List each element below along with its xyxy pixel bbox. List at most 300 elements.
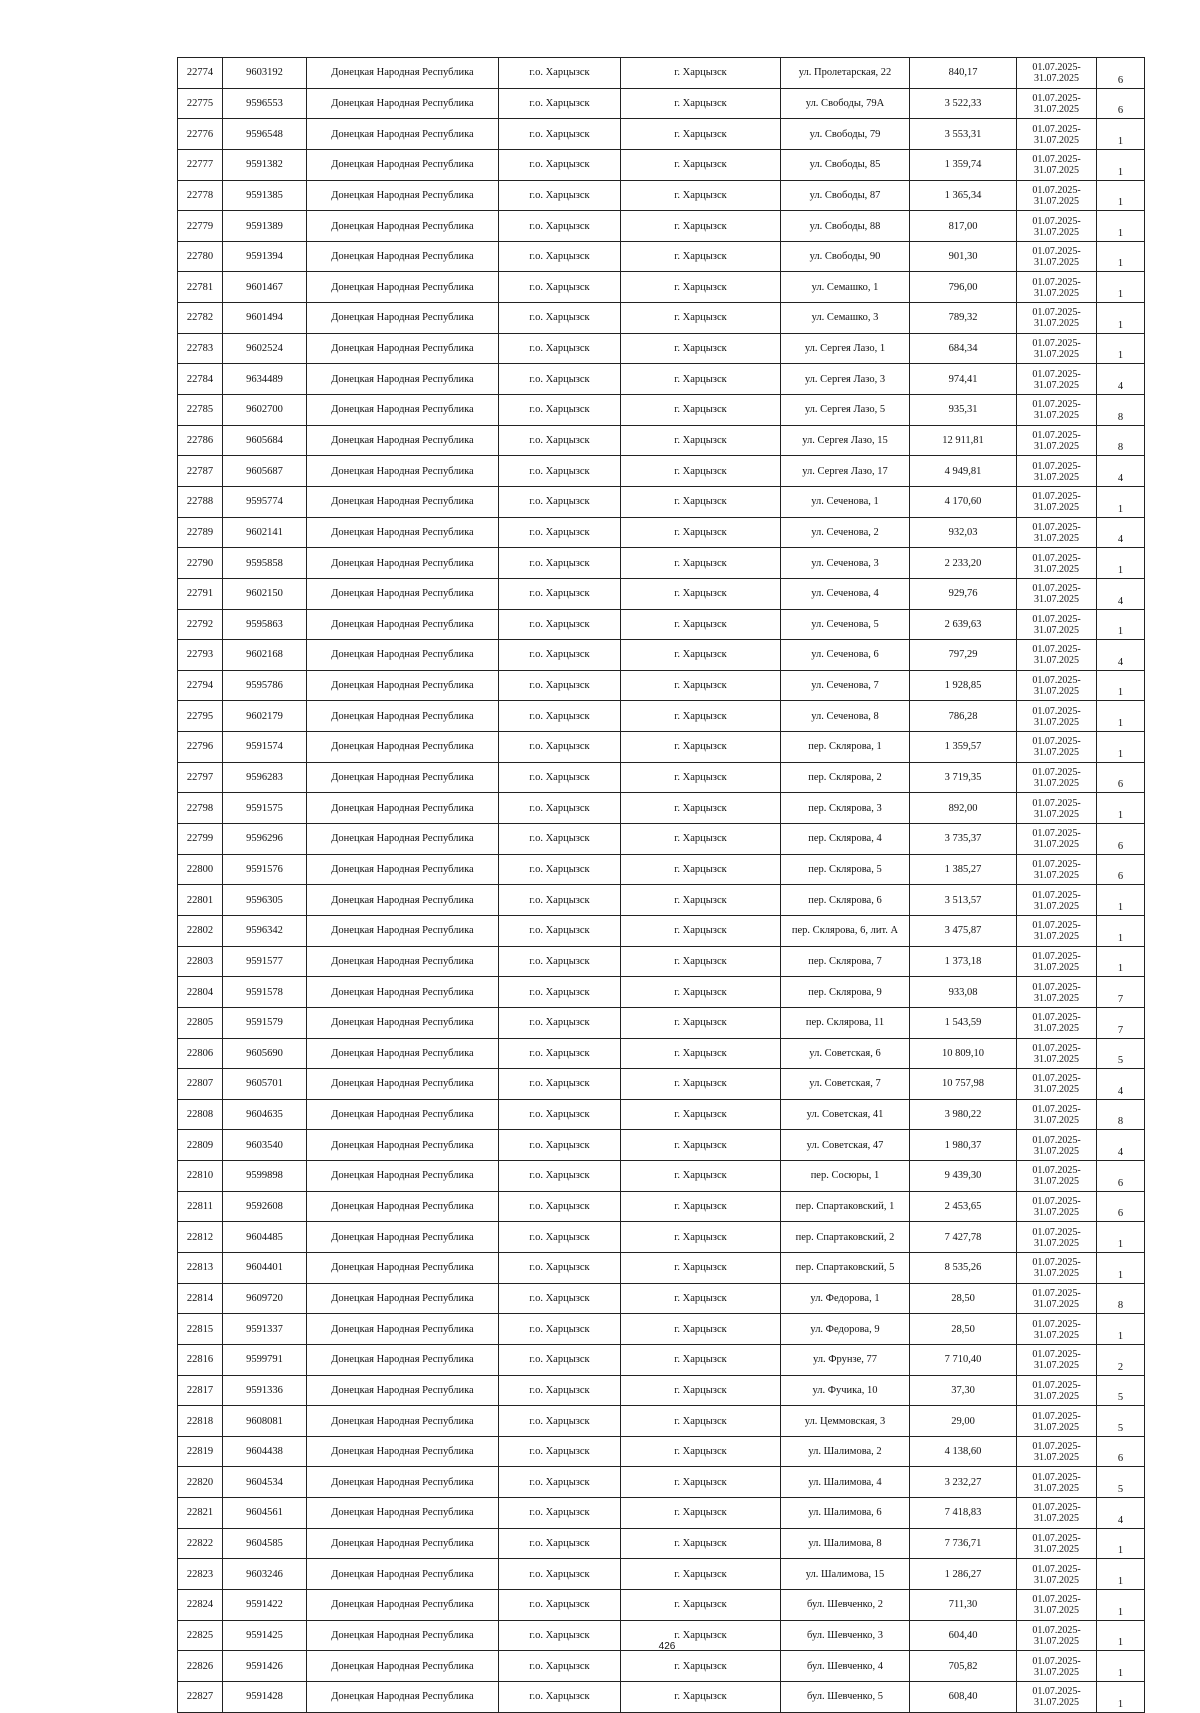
value-cell: 1 385,27 bbox=[910, 854, 1017, 885]
period-start: 01.07.2025- bbox=[1032, 276, 1081, 288]
region-cell: Донецкая Народная Республика bbox=[307, 977, 499, 1008]
address-cell: пер. Склярова, 9 bbox=[781, 977, 910, 1008]
period-start: 01.07.2025- bbox=[1032, 1012, 1081, 1024]
record-number-cell: 22789 bbox=[178, 517, 223, 548]
record-number-cell: 22815 bbox=[178, 1314, 223, 1345]
settlement-cell: г. Харцызск bbox=[621, 946, 781, 977]
period-cell bbox=[1017, 670, 1097, 701]
value-cell: 28,50 bbox=[910, 1314, 1017, 1345]
table-row bbox=[178, 1130, 1145, 1161]
period-end: 31.07.2025 bbox=[1034, 103, 1079, 115]
address-cell: ул. Свободы, 88 bbox=[781, 211, 910, 242]
record-number-cell: 22821 bbox=[178, 1498, 223, 1529]
table-row bbox=[178, 1344, 1145, 1375]
period-start: 01.07.2025- bbox=[1032, 613, 1081, 625]
record-number-cell: 22818 bbox=[178, 1406, 223, 1437]
table-row bbox=[178, 793, 1145, 824]
period-end: 31.07.2025 bbox=[1034, 1482, 1079, 1494]
count-cell: 1 bbox=[1097, 149, 1145, 180]
value-cell: 1 359,57 bbox=[910, 732, 1017, 763]
region-cell: Донецкая Народная Республика bbox=[307, 854, 499, 885]
value-cell: 3 719,35 bbox=[910, 762, 1017, 793]
record-number-cell: 22780 bbox=[178, 241, 223, 272]
period-end: 31.07.2025 bbox=[1034, 869, 1079, 881]
period-cell bbox=[1017, 425, 1097, 456]
settlement-cell: г. Харцызск bbox=[621, 1191, 781, 1222]
period-cell bbox=[1017, 977, 1097, 1008]
period-end: 31.07.2025 bbox=[1034, 1544, 1079, 1556]
period-start: 01.07.2025- bbox=[1032, 767, 1081, 779]
address-cell: ул. Советская, 41 bbox=[781, 1099, 910, 1130]
address-cell: ул. Пролетарская, 22 bbox=[781, 58, 910, 89]
address-cell: пер. Склярова, 6, лит. А bbox=[781, 915, 910, 946]
record-number-cell: 22801 bbox=[178, 885, 223, 916]
table-row bbox=[178, 885, 1145, 916]
period-end: 31.07.2025 bbox=[1034, 624, 1079, 636]
period-end: 31.07.2025 bbox=[1034, 900, 1079, 912]
record-number-cell: 22791 bbox=[178, 578, 223, 609]
period-start: 01.07.2025- bbox=[1032, 1441, 1081, 1453]
municipal-district-cell: г.о. Харцызск bbox=[499, 1620, 621, 1651]
period-start: 01.07.2025- bbox=[1032, 1563, 1081, 1575]
count-cell: 1 bbox=[1097, 180, 1145, 211]
region-cell: Донецкая Народная Республика bbox=[307, 364, 499, 395]
municipal-district-cell: г.о. Харцызск bbox=[499, 1161, 621, 1192]
value-cell: 2 453,65 bbox=[910, 1191, 1017, 1222]
settlement-cell: г. Харцызск bbox=[621, 977, 781, 1008]
record-number-cell: 22775 bbox=[178, 88, 223, 119]
period-start: 01.07.2025- bbox=[1032, 491, 1081, 503]
period-end: 31.07.2025 bbox=[1034, 1452, 1079, 1464]
table-row bbox=[178, 88, 1145, 119]
period-start: 01.07.2025- bbox=[1032, 1134, 1081, 1146]
count-cell: 1 bbox=[1097, 915, 1145, 946]
settlement-cell: г. Харцызск bbox=[621, 915, 781, 946]
municipal-district-cell: г.о. Харцызск bbox=[499, 211, 621, 242]
table-row bbox=[178, 58, 1145, 89]
period-start: 01.07.2025- bbox=[1032, 430, 1081, 441]
table-row bbox=[178, 854, 1145, 885]
municipal-district-cell: г.о. Харцызск bbox=[499, 1130, 621, 1161]
count-cell: 1 bbox=[1097, 732, 1145, 763]
period-end: 31.07.2025 bbox=[1034, 134, 1079, 146]
address-cell: ул. Сеченова, 1 bbox=[781, 486, 910, 517]
settlement-cell: г. Харцызск bbox=[621, 1681, 781, 1712]
municipal-district-cell: г.о. Харцызск bbox=[499, 578, 621, 609]
region-cell: Донецкая Народная Республика bbox=[307, 1161, 499, 1192]
period-cell bbox=[1017, 333, 1097, 364]
address-cell: пер. Склярова, 5 bbox=[781, 854, 910, 885]
cadastral-id-cell: 9595786 bbox=[223, 670, 307, 701]
address-cell: ул. Семашко, 1 bbox=[781, 272, 910, 303]
value-cell: 1 359,74 bbox=[910, 149, 1017, 180]
region-cell: Донецкая Народная Республика bbox=[307, 1436, 499, 1467]
settlement-cell: г. Харцызск bbox=[621, 1099, 781, 1130]
cadastral-id-cell: 9603540 bbox=[223, 1130, 307, 1161]
record-number-cell: 22807 bbox=[178, 1069, 223, 1100]
value-cell: 817,00 bbox=[910, 211, 1017, 242]
period-start: 01.07.2025- bbox=[1032, 583, 1081, 595]
period-cell bbox=[1017, 732, 1097, 763]
period-start: 01.07.2025- bbox=[1032, 858, 1081, 870]
cadastral-id-cell: 9591337 bbox=[223, 1314, 307, 1345]
count-cell: 6 bbox=[1097, 1191, 1145, 1222]
period-cell bbox=[1017, 578, 1097, 609]
address-cell: ул. Шалимова, 15 bbox=[781, 1559, 910, 1590]
period-end: 31.07.2025 bbox=[1034, 961, 1079, 973]
address-cell: ул. Сеченова, 7 bbox=[781, 670, 910, 701]
municipal-district-cell: г.о. Харцызск bbox=[499, 486, 621, 517]
municipal-district-cell: г.о. Харцызск bbox=[499, 701, 621, 732]
settlement-cell: г. Харцызск bbox=[621, 333, 781, 364]
count-cell: 6 bbox=[1097, 762, 1145, 793]
municipal-district-cell: г.о. Харцызск bbox=[499, 517, 621, 548]
period-start: 01.07.2025- bbox=[1032, 828, 1081, 840]
period-cell bbox=[1017, 1252, 1097, 1283]
count-cell: 1 bbox=[1097, 1620, 1145, 1651]
municipal-district-cell: г.о. Харцызск bbox=[499, 977, 621, 1008]
cadastral-id-cell: 9596296 bbox=[223, 824, 307, 855]
period-start: 01.07.2025- bbox=[1032, 1042, 1081, 1054]
region-cell: Донецкая Народная Республика bbox=[307, 425, 499, 456]
cadastral-id-cell: 9604561 bbox=[223, 1498, 307, 1529]
table-row bbox=[178, 977, 1145, 1008]
value-cell: 3 513,57 bbox=[910, 885, 1017, 916]
record-number-cell: 22779 bbox=[178, 211, 223, 242]
period-end: 31.07.2025 bbox=[1034, 1115, 1079, 1127]
cadastral-id-cell: 9601467 bbox=[223, 272, 307, 303]
region-cell: Донецкая Народная Республика bbox=[307, 180, 499, 211]
region-cell: Донецкая Народная Республика bbox=[307, 486, 499, 517]
value-cell: 3 232,27 bbox=[910, 1467, 1017, 1498]
period-start: 01.07.2025- bbox=[1032, 1287, 1081, 1299]
municipal-district-cell: г.о. Харцызск bbox=[499, 119, 621, 150]
period-start: 01.07.2025- bbox=[1032, 981, 1081, 993]
record-number-cell: 22786 bbox=[178, 425, 223, 456]
settlement-cell: г. Харцызск bbox=[621, 517, 781, 548]
record-number-cell: 22795 bbox=[178, 701, 223, 732]
settlement-cell: г. Харцызск bbox=[621, 272, 781, 303]
period-cell bbox=[1017, 1130, 1097, 1161]
table-row bbox=[178, 1467, 1145, 1498]
period-start: 01.07.2025- bbox=[1032, 1502, 1081, 1514]
cadastral-id-cell: 9596305 bbox=[223, 885, 307, 916]
municipal-district-cell: г.о. Харцызск bbox=[499, 456, 621, 487]
address-cell: пер. Склярова, 1 bbox=[781, 732, 910, 763]
cadastral-id-cell: 9591576 bbox=[223, 854, 307, 885]
period-end: 31.07.2025 bbox=[1034, 257, 1079, 269]
record-number-cell: 22797 bbox=[178, 762, 223, 793]
table-row bbox=[178, 609, 1145, 640]
region-cell: Донецкая Народная Республика bbox=[307, 1222, 499, 1253]
value-cell: 10 757,98 bbox=[910, 1069, 1017, 1100]
region-cell: Донецкая Народная Республика bbox=[307, 1681, 499, 1712]
address-cell: ул. Сергея Лазо, 3 bbox=[781, 364, 910, 395]
period-cell bbox=[1017, 946, 1097, 977]
value-cell: 3 980,22 bbox=[910, 1099, 1017, 1130]
municipal-district-cell: г.о. Харцызск bbox=[499, 1590, 621, 1621]
value-cell: 4 138,60 bbox=[910, 1436, 1017, 1467]
table-body bbox=[178, 58, 1145, 1713]
municipal-district-cell: г.о. Харцызск bbox=[499, 1222, 621, 1253]
cadastral-id-cell: 9595858 bbox=[223, 548, 307, 579]
municipal-district-cell: г.о. Харцызск bbox=[499, 303, 621, 334]
count-cell: 6 bbox=[1097, 1161, 1145, 1192]
cadastral-id-cell: 9591579 bbox=[223, 1007, 307, 1038]
address-cell: ул. Свободы, 90 bbox=[781, 241, 910, 272]
region-cell: Донецкая Народная Республика bbox=[307, 1467, 499, 1498]
region-cell: Донецкая Народная Республика bbox=[307, 211, 499, 242]
value-cell: 1 365,34 bbox=[910, 180, 1017, 211]
period-cell bbox=[1017, 1344, 1097, 1375]
settlement-cell: г. Харцызск bbox=[621, 303, 781, 334]
period-end: 31.07.2025 bbox=[1034, 1666, 1079, 1678]
value-cell: 786,28 bbox=[910, 701, 1017, 732]
address-cell: ул. Сеченова, 2 bbox=[781, 517, 910, 548]
address-cell: бул. Шевченко, 4 bbox=[781, 1651, 910, 1682]
table-row bbox=[178, 1681, 1145, 1712]
settlement-cell: г. Харцызск bbox=[621, 1498, 781, 1529]
settlement-cell: г. Харцызск bbox=[621, 1252, 781, 1283]
count-cell: 5 bbox=[1097, 1038, 1145, 1069]
region-cell: Донецкая Народная Республика bbox=[307, 1130, 499, 1161]
settlement-cell: г. Харцызск bbox=[621, 149, 781, 180]
period-cell bbox=[1017, 1651, 1097, 1682]
count-cell: 1 bbox=[1097, 701, 1145, 732]
municipal-district-cell: г.о. Харцызск bbox=[499, 1406, 621, 1437]
municipal-district-cell: г.о. Харцызск bbox=[499, 1344, 621, 1375]
period-end: 31.07.2025 bbox=[1034, 563, 1079, 575]
region-cell: Донецкая Народная Республика bbox=[307, 333, 499, 364]
region-cell: Донецкая Народная Республика bbox=[307, 88, 499, 119]
address-cell: ул. Фрунзе, 77 bbox=[781, 1344, 910, 1375]
table-row bbox=[178, 180, 1145, 211]
period-end: 31.07.2025 bbox=[1034, 1084, 1079, 1096]
table-row bbox=[178, 1436, 1145, 1467]
count-cell: 4 bbox=[1097, 1130, 1145, 1161]
period-cell bbox=[1017, 1528, 1097, 1559]
value-cell: 1 286,27 bbox=[910, 1559, 1017, 1590]
count-cell: 6 bbox=[1097, 1436, 1145, 1467]
count-cell: 1 bbox=[1097, 548, 1145, 579]
table-row bbox=[178, 241, 1145, 272]
region-cell: Донецкая Народная Республика bbox=[307, 609, 499, 640]
table-row bbox=[178, 1314, 1145, 1345]
settlement-cell: г. Харцызск bbox=[621, 1620, 781, 1651]
period-start: 01.07.2025- bbox=[1032, 920, 1081, 932]
region-cell: Донецкая Народная Республика bbox=[307, 456, 499, 487]
period-end: 31.07.2025 bbox=[1034, 992, 1079, 1004]
municipal-district-cell: г.о. Харцызск bbox=[499, 1314, 621, 1345]
cadastral-id-cell: 9591426 bbox=[223, 1651, 307, 1682]
period-end: 31.07.2025 bbox=[1034, 1298, 1079, 1310]
cadastral-id-cell: 9591428 bbox=[223, 1681, 307, 1712]
count-cell: 4 bbox=[1097, 1069, 1145, 1100]
period-start: 01.07.2025- bbox=[1032, 92, 1081, 104]
value-cell: 974,41 bbox=[910, 364, 1017, 395]
value-cell: 1 543,59 bbox=[910, 1007, 1017, 1038]
settlement-cell: г. Харцызск bbox=[621, 241, 781, 272]
period-end: 31.07.2025 bbox=[1034, 1053, 1079, 1065]
region-cell: Донецкая Народная Республика bbox=[307, 762, 499, 793]
value-cell: 37,30 bbox=[910, 1375, 1017, 1406]
count-cell: 4 bbox=[1097, 517, 1145, 548]
region-cell: Донецкая Народная Республика bbox=[307, 1620, 499, 1651]
address-cell: пер. Склярова, 3 bbox=[781, 793, 910, 824]
settlement-cell: г. Харцызск bbox=[621, 425, 781, 456]
table-row bbox=[178, 1222, 1145, 1253]
period-cell bbox=[1017, 517, 1097, 548]
period-start: 01.07.2025- bbox=[1032, 1655, 1081, 1667]
count-cell: 4 bbox=[1097, 578, 1145, 609]
settlement-cell: г. Харцызск bbox=[621, 732, 781, 763]
address-cell: ул. Свободы, 85 bbox=[781, 149, 910, 180]
municipal-district-cell: г.о. Харцызск bbox=[499, 1099, 621, 1130]
period-start: 01.07.2025- bbox=[1032, 1686, 1081, 1698]
value-cell: 604,40 bbox=[910, 1620, 1017, 1651]
cadastral-id-cell: 9605690 bbox=[223, 1038, 307, 1069]
address-cell: ул. Шалимова, 6 bbox=[781, 1498, 910, 1529]
table-row bbox=[178, 1069, 1145, 1100]
period-end: 31.07.2025 bbox=[1034, 1145, 1079, 1157]
period-start: 01.07.2025- bbox=[1032, 307, 1081, 319]
settlement-cell: г. Харцызск bbox=[621, 1406, 781, 1437]
municipal-district-cell: г.о. Харцызск bbox=[499, 1681, 621, 1712]
period-cell bbox=[1017, 548, 1097, 579]
cadastral-id-cell: 9599898 bbox=[223, 1161, 307, 1192]
period-end: 31.07.2025 bbox=[1034, 1237, 1079, 1249]
period-cell bbox=[1017, 1099, 1097, 1130]
cadastral-id-cell: 9591577 bbox=[223, 946, 307, 977]
record-number-cell: 22792 bbox=[178, 609, 223, 640]
table-row bbox=[178, 1498, 1145, 1529]
table-row bbox=[178, 364, 1145, 395]
value-cell: 932,03 bbox=[910, 517, 1017, 548]
cadastral-id-cell: 9604635 bbox=[223, 1099, 307, 1130]
cadastral-id-cell: 9596548 bbox=[223, 119, 307, 150]
value-cell: 29,00 bbox=[910, 1406, 1017, 1437]
municipal-district-cell: г.о. Харцызск bbox=[499, 1498, 621, 1529]
cadastral-id-cell: 9602524 bbox=[223, 333, 307, 364]
address-cell: ул. Свободы, 87 bbox=[781, 180, 910, 211]
table-row bbox=[178, 1406, 1145, 1437]
cadastral-id-cell: 9605701 bbox=[223, 1069, 307, 1100]
region-cell: Донецкая Народная Республика bbox=[307, 1038, 499, 1069]
cadastral-id-cell: 9592608 bbox=[223, 1191, 307, 1222]
value-cell: 7 736,71 bbox=[910, 1528, 1017, 1559]
record-number-cell: 22804 bbox=[178, 977, 223, 1008]
table-row bbox=[178, 486, 1145, 517]
region-cell: Донецкая Народная Республика bbox=[307, 732, 499, 763]
cadastral-id-cell: 9634489 bbox=[223, 364, 307, 395]
record-number-cell: 22811 bbox=[178, 1191, 223, 1222]
table-row bbox=[178, 1283, 1145, 1314]
cadastral-id-cell: 9602700 bbox=[223, 395, 307, 426]
region-cell: Донецкая Народная Республика bbox=[307, 1651, 499, 1682]
table-row bbox=[178, 272, 1145, 303]
municipal-district-cell: г.о. Харцызск bbox=[499, 824, 621, 855]
cadastral-id-cell: 9605684 bbox=[223, 425, 307, 456]
period-start: 01.07.2025- bbox=[1032, 1073, 1081, 1085]
period-start: 01.07.2025- bbox=[1032, 1624, 1081, 1636]
address-cell: ул. Цеммовская, 3 bbox=[781, 1406, 910, 1437]
count-cell: 6 bbox=[1097, 824, 1145, 855]
record-number-cell: 22793 bbox=[178, 640, 223, 671]
settlement-cell: г. Харцызск bbox=[621, 1038, 781, 1069]
municipal-district-cell: г.о. Харцызск bbox=[499, 425, 621, 456]
table-row bbox=[178, 1528, 1145, 1559]
period-end: 31.07.2025 bbox=[1034, 1023, 1079, 1035]
cadastral-id-cell: 9591422 bbox=[223, 1590, 307, 1621]
municipal-district-cell: г.о. Харцызск bbox=[499, 1528, 621, 1559]
period-cell bbox=[1017, 793, 1097, 824]
period-end: 31.07.2025 bbox=[1034, 226, 1079, 238]
address-cell: ул. Фучика, 10 bbox=[781, 1375, 910, 1406]
period-start: 01.07.2025- bbox=[1032, 123, 1081, 135]
period-cell bbox=[1017, 1590, 1097, 1621]
record-number-cell: 22785 bbox=[178, 395, 223, 426]
record-number-cell: 22826 bbox=[178, 1651, 223, 1682]
municipal-district-cell: г.о. Харцызск bbox=[499, 609, 621, 640]
count-cell: 4 bbox=[1097, 1498, 1145, 1529]
value-cell: 935,31 bbox=[910, 395, 1017, 426]
period-cell bbox=[1017, 640, 1097, 671]
period-start: 01.07.2025- bbox=[1032, 184, 1081, 196]
table-row bbox=[178, 1191, 1145, 1222]
period-cell bbox=[1017, 456, 1097, 487]
period-start: 01.07.2025- bbox=[1032, 1533, 1081, 1545]
municipal-district-cell: г.о. Харцызск bbox=[499, 1252, 621, 1283]
address-cell: бул. Шевченко, 3 bbox=[781, 1620, 910, 1651]
municipal-district-cell: г.о. Харцызск bbox=[499, 670, 621, 701]
municipal-district-cell: г.о. Харцызск bbox=[499, 180, 621, 211]
address-cell: пер. Спартаковский, 2 bbox=[781, 1222, 910, 1253]
period-cell bbox=[1017, 241, 1097, 272]
count-cell: 1 bbox=[1097, 946, 1145, 977]
region-cell: Донецкая Народная Республика bbox=[307, 1375, 499, 1406]
cadastral-id-cell: 9595863 bbox=[223, 609, 307, 640]
table-row bbox=[178, 670, 1145, 701]
period-start: 01.07.2025- bbox=[1032, 736, 1081, 748]
municipal-district-cell: г.о. Харцызск bbox=[499, 732, 621, 763]
region-cell: Донецкая Народная Республика bbox=[307, 1344, 499, 1375]
period-start: 01.07.2025- bbox=[1032, 1410, 1081, 1422]
period-end: 31.07.2025 bbox=[1034, 1360, 1079, 1372]
period-end: 31.07.2025 bbox=[1034, 1635, 1079, 1647]
region-cell: Донецкая Народная Республика bbox=[307, 517, 499, 548]
record-number-cell: 22774 bbox=[178, 58, 223, 89]
count-cell: 8 bbox=[1097, 1099, 1145, 1130]
table-row bbox=[178, 1252, 1145, 1283]
period-start: 01.07.2025- bbox=[1032, 1257, 1081, 1269]
period-cell bbox=[1017, 486, 1097, 517]
address-cell: ул. Советская, 7 bbox=[781, 1069, 910, 1100]
address-cell: ул. Сеченова, 3 bbox=[781, 548, 910, 579]
count-cell: 8 bbox=[1097, 425, 1145, 456]
region-cell: Донецкая Народная Республика bbox=[307, 824, 499, 855]
address-cell: ул. Федорова, 9 bbox=[781, 1314, 910, 1345]
value-cell: 1 928,85 bbox=[910, 670, 1017, 701]
municipal-district-cell: г.о. Харцызск bbox=[499, 333, 621, 364]
municipal-district-cell: г.о. Харцызск bbox=[499, 1559, 621, 1590]
period-cell bbox=[1017, 1467, 1097, 1498]
cadastral-id-cell: 9608081 bbox=[223, 1406, 307, 1437]
period-start: 01.07.2025- bbox=[1032, 950, 1081, 962]
municipal-district-cell: г.о. Харцызск bbox=[499, 88, 621, 119]
municipal-district-cell: г.о. Харцызск bbox=[499, 1191, 621, 1222]
address-cell: пер. Склярова, 7 bbox=[781, 946, 910, 977]
period-cell bbox=[1017, 1007, 1097, 1038]
